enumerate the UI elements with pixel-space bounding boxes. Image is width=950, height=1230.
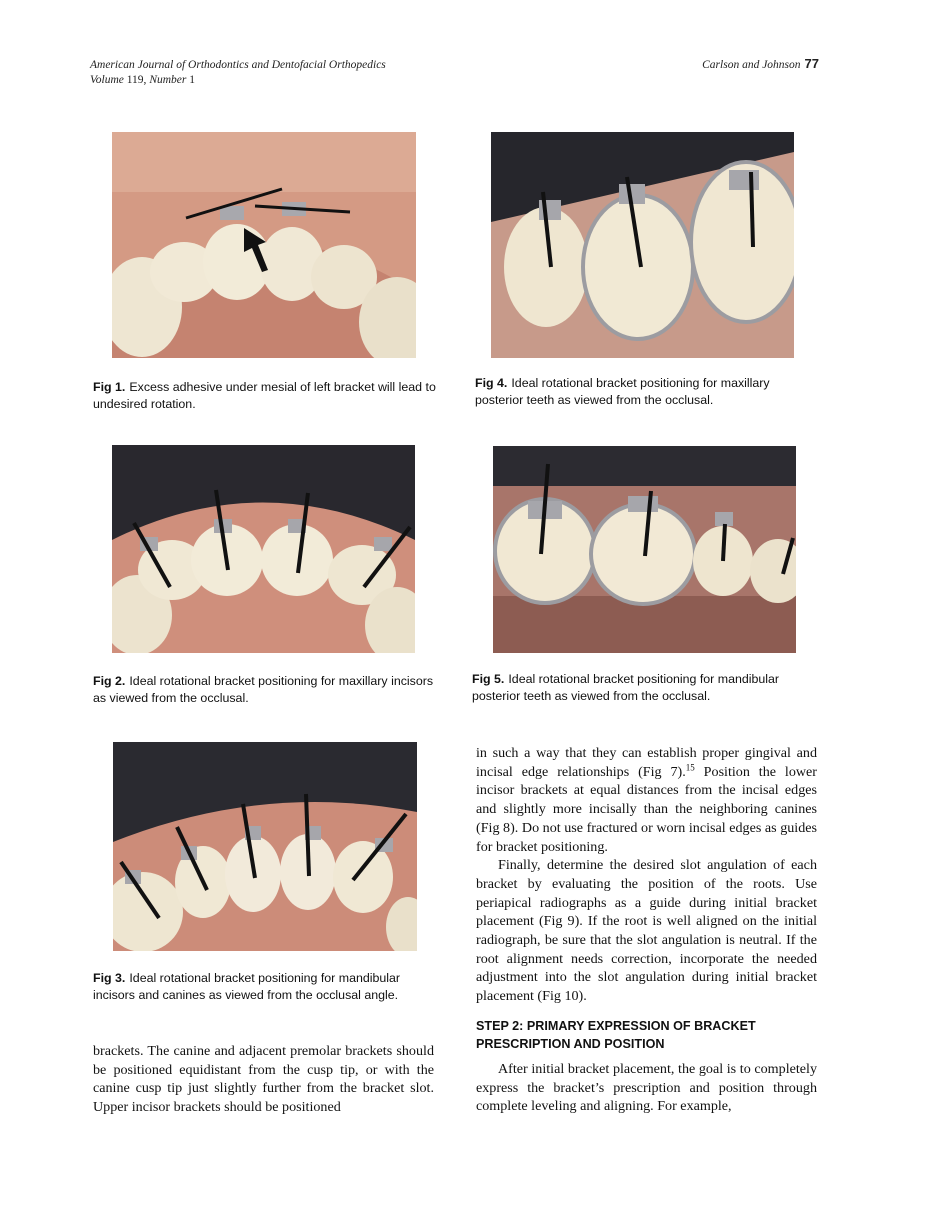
figure-2-caption: Fig 2. Ideal rotational bracket positioning for maxillary incisors as viewed from the occlusal. bbox=[93, 674, 434, 705]
running-header-left bbox=[90, 58, 510, 88]
section-heading: STEP 2: PRIMARY EXPRESSION OF BRACKET PRESCRIPTION AND POSITION bbox=[476, 1019, 756, 1051]
figure-2-photo bbox=[112, 445, 415, 653]
running-header-right bbox=[702, 56, 819, 73]
figure-3-caption: Fig 3. Ideal rotational bracket positioning for mandibular incisors and canines as viewed from the occlusal angle. bbox=[93, 971, 401, 1002]
right-paragraph-1: in such a way that they can establish proper gingival and incisal edge relationships (Fig 7).$^{15}$ Position the lower incisor brackets at equal distances from the incisal edges and slightly more incisally than the neighboring canines (Fig 8). Do not use fractured or worn incisal edges as guides for bracket positioning. bbox=[476, 745, 817, 855]
reference-superscript: 15 bbox=[685, 762, 695, 773]
right-column-text-2 bbox=[476, 1060, 817, 1116]
page-number: 77 bbox=[804, 56, 819, 71]
figure-1-photo bbox=[112, 132, 416, 358]
figure-4-caption: Fig 4. Ideal rotational bracket positioning for maxillary posterior teeth as viewed from the occlusal. bbox=[475, 376, 770, 407]
figure-4-photo bbox=[491, 132, 794, 358]
right-paragraph-3: After initial bracket placement, the goal is to completely express the bracket’s prescription and position through complete leveling and aligning. For example, bbox=[476, 1061, 817, 1115]
figure-3-photo bbox=[113, 742, 417, 951]
left-column-text bbox=[93, 1042, 434, 1117]
left-paragraph: brackets. The canine and adjacent premolar brackets should be positioned equidistant from the cusp tip, or with the canine cusp tip just slightly further from the bracket slot. Upper incisor brackets should be positioned bbox=[93, 1043, 434, 1116]
figure-5-photo bbox=[493, 446, 796, 653]
right-paragraph-2: Finally, determine the desired slot angulation of each bracket by evaluating the position of the roots. Use periapical radiographs as a guide during initial bracket placement (Fig 9). If the root is well aligned on the initial radiograph, be sure that the slot angulation is neutral. If the root alignment needs correction, incorporate the needed adjustment into the slot angulation during initial bracket placement (Fig 10). bbox=[476, 857, 817, 1005]
author-names: Carlson and Johnson bbox=[702, 59, 801, 71]
figure-1-caption: Fig 1. Excess adhesive under mesial of left bracket will lead to undesired rotation. bbox=[93, 380, 436, 411]
right-column-text bbox=[476, 744, 817, 1006]
figure-5-caption: Fig 5. Ideal rotational bracket positioning for mandibular posterior teeth as viewed from the occlusal. bbox=[472, 672, 780, 703]
volume-line: Volume 119, Number 1 bbox=[90, 74, 195, 86]
journal-title: American Journal of Orthodontics and Dentofacial Orthopedics bbox=[90, 59, 386, 71]
